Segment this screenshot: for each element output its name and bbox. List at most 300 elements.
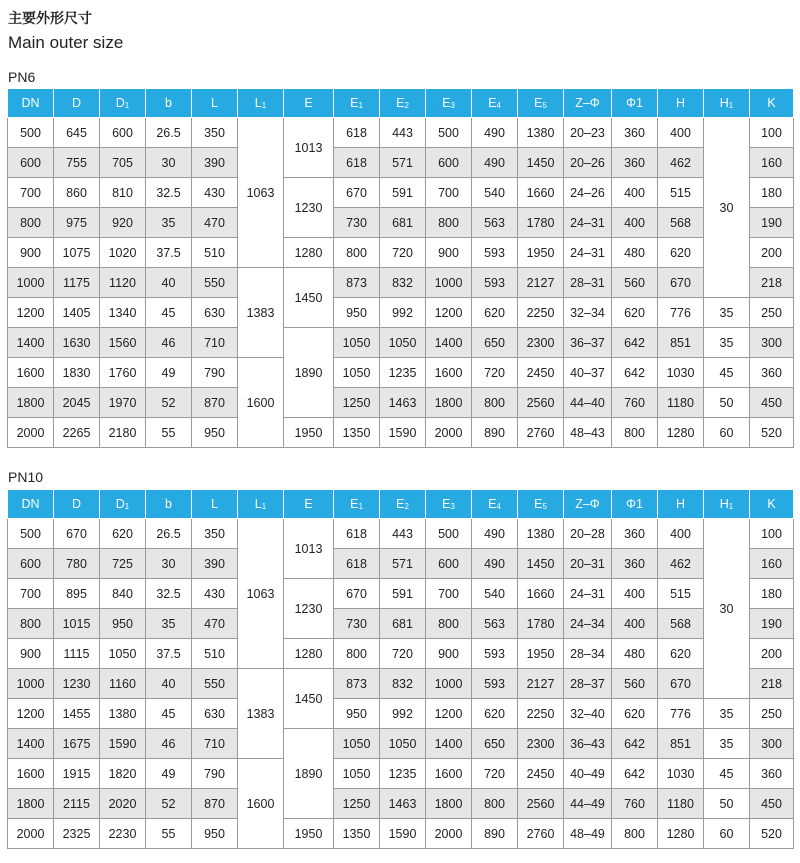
cell-k: 160: [750, 549, 794, 579]
cell-dn: 1600: [8, 759, 54, 789]
cell-z-phi: 48–49: [564, 819, 612, 849]
cell-e1: 1050: [334, 759, 380, 789]
cell-k: 218: [750, 669, 794, 699]
cell-e3: 600: [426, 549, 472, 579]
cell-h1: 60: [704, 819, 750, 849]
cell-dn: 700: [8, 178, 54, 208]
cell-e4: 593: [472, 268, 518, 298]
cell-d1: 810: [100, 178, 146, 208]
header-subscript: 1: [728, 502, 734, 511]
cell-z-phi: 44–40: [564, 388, 612, 418]
cell-h: 462: [658, 148, 704, 178]
header-subscript: 3: [450, 101, 455, 110]
cell-e5: 1780: [518, 609, 564, 639]
pn6-label: PN6: [8, 69, 36, 85]
cell-e: 1890: [284, 729, 334, 819]
cell-h: 776: [658, 699, 704, 729]
cell-e5: 2760: [518, 418, 564, 448]
cell-d: 860: [54, 178, 100, 208]
cell-l1: 1063: [238, 118, 284, 268]
cell-e3: 1400: [426, 328, 472, 358]
cell-e2: 1463: [380, 388, 426, 418]
header-l: [192, 89, 238, 118]
cell-e2: 832: [380, 669, 426, 699]
cell-d1: 1340: [100, 298, 146, 328]
header-label: D: [115, 96, 125, 110]
cell-e1: 618: [334, 148, 380, 178]
cell-phi1: 800: [612, 418, 658, 448]
cell-h: 1030: [658, 358, 704, 388]
cell-e2: 571: [380, 549, 426, 579]
cell-e5: 2127: [518, 669, 564, 699]
header-subscript: 3: [450, 502, 455, 511]
cell-h1: 45: [704, 759, 750, 789]
cell-b: 52: [146, 789, 192, 819]
header-k: [750, 490, 794, 519]
cell-d1: 1020: [100, 238, 146, 268]
header-e2: [380, 490, 426, 519]
cell-l1: 1383: [238, 669, 284, 759]
cell-h: 400: [658, 118, 704, 148]
cell-d: 2115: [54, 789, 100, 819]
cell-dn: 1000: [8, 268, 54, 298]
cell-l: 950: [192, 819, 238, 849]
cell-d1: 1970: [100, 388, 146, 418]
cell-e1: 1250: [334, 388, 380, 418]
cell-e5: 2250: [518, 699, 564, 729]
header-label: b: [165, 497, 172, 511]
cell-h: 515: [658, 579, 704, 609]
header-subscript: 2: [404, 502, 409, 511]
cell-z-phi: 32–40: [564, 699, 612, 729]
cell-l: 630: [192, 699, 238, 729]
cell-d: 1675: [54, 729, 100, 759]
cell-l: 350: [192, 519, 238, 549]
cell-d: 2325: [54, 819, 100, 849]
table-row: [8, 328, 794, 358]
header-l: [192, 490, 238, 519]
cell-phi1: 400: [612, 579, 658, 609]
cell-d: 1115: [54, 639, 100, 669]
table-row: [8, 238, 794, 268]
cell-l: 790: [192, 759, 238, 789]
cell-z-phi: 28–37: [564, 669, 612, 699]
cell-e4: 593: [472, 238, 518, 268]
cell-e5: 2450: [518, 358, 564, 388]
cell-e3: 1000: [426, 268, 472, 298]
cell-z-phi: 48–43: [564, 418, 612, 448]
cell-l: 390: [192, 148, 238, 178]
cell-e5: 1780: [518, 208, 564, 238]
cell-e: 1230: [284, 579, 334, 639]
title-chinese: 主要外形尺寸: [8, 10, 92, 26]
cell-e3: 800: [426, 609, 472, 639]
cell-e4: 620: [472, 699, 518, 729]
cell-d1: 2230: [100, 819, 146, 849]
cell-e1: 730: [334, 609, 380, 639]
table-row: [8, 639, 794, 669]
cell-e: 1450: [284, 669, 334, 729]
header-phi1: [612, 490, 658, 519]
cell-dn: 600: [8, 148, 54, 178]
header-label: DN: [21, 96, 40, 110]
cell-k: 190: [750, 609, 794, 639]
cell-b: 26.5: [146, 118, 192, 148]
pn6-table: [7, 88, 794, 448]
cell-l1: 1600: [238, 358, 284, 448]
table-row: [8, 609, 794, 639]
cell-l1: 1600: [238, 759, 284, 849]
cell-e3: 500: [426, 118, 472, 148]
cell-e5: 2450: [518, 759, 564, 789]
header-subscript: 1: [261, 502, 267, 511]
cell-e2: 1235: [380, 759, 426, 789]
cell-b: 52: [146, 388, 192, 418]
cell-e1: 873: [334, 669, 380, 699]
header-label: L: [254, 96, 262, 110]
cell-e: 1280: [284, 639, 334, 669]
cell-h: 620: [658, 238, 704, 268]
cell-e2: 591: [380, 579, 426, 609]
cell-e1: 730: [334, 208, 380, 238]
cell-dn: 700: [8, 579, 54, 609]
cell-e1: 1350: [334, 418, 380, 448]
cell-dn: 900: [8, 639, 54, 669]
cell-d1: 1120: [100, 268, 146, 298]
cell-phi1: 642: [612, 358, 658, 388]
table-row: [8, 208, 794, 238]
cell-d1: 620: [100, 519, 146, 549]
cell-e1: 1050: [334, 729, 380, 759]
cell-h: 1280: [658, 819, 704, 849]
cell-e: 1280: [284, 238, 334, 268]
cell-h1: 50: [704, 789, 750, 819]
header-label: E: [396, 497, 405, 511]
cell-e3: 500: [426, 519, 472, 549]
cell-e5: 2300: [518, 729, 564, 759]
cell-e3: 800: [426, 208, 472, 238]
table-row: [8, 729, 794, 759]
cell-b: 40: [146, 268, 192, 298]
cell-dn: 2000: [8, 819, 54, 849]
header-label: L: [211, 96, 218, 110]
cell-e4: 593: [472, 669, 518, 699]
cell-d: 1405: [54, 298, 100, 328]
cell-dn: 500: [8, 118, 54, 148]
cell-b: 35: [146, 609, 192, 639]
cell-e4: 563: [472, 208, 518, 238]
cell-d: 1230: [54, 669, 100, 699]
cell-z-phi: 36–37: [564, 328, 612, 358]
cell-k: 190: [750, 208, 794, 238]
cell-dn: 900: [8, 238, 54, 268]
cell-e5: 2760: [518, 819, 564, 849]
cell-h1: 45: [704, 358, 750, 388]
header-subscript: 1: [124, 101, 130, 110]
cell-dn: 1200: [8, 699, 54, 729]
header-e4: [472, 89, 518, 118]
cell-b: 30: [146, 549, 192, 579]
cell-l: 550: [192, 268, 238, 298]
cell-e2: 1050: [380, 729, 426, 759]
cell-d: 2045: [54, 388, 100, 418]
cell-phi1: 480: [612, 238, 658, 268]
cell-l: 510: [192, 639, 238, 669]
header-subscript: 1: [358, 101, 363, 110]
cell-dn: 1800: [8, 789, 54, 819]
header-label: L: [211, 497, 218, 511]
cell-k: 100: [750, 519, 794, 549]
table-row: [8, 519, 794, 549]
cell-phi1: 400: [612, 178, 658, 208]
cell-dn: 600: [8, 549, 54, 579]
title-english: Main outer size: [8, 33, 124, 52]
header-row: [8, 490, 794, 519]
cell-e2: 1590: [380, 418, 426, 448]
cell-h: 400: [658, 519, 704, 549]
cell-d1: 725: [100, 549, 146, 579]
header-d: [54, 89, 100, 118]
cell-z-phi: 24–26: [564, 178, 612, 208]
header-dn: [8, 490, 54, 519]
cell-e2: 1050: [380, 328, 426, 358]
cell-phi1: 760: [612, 789, 658, 819]
cell-e3: 1400: [426, 729, 472, 759]
cell-e2: 720: [380, 238, 426, 268]
header-phi1: [612, 89, 658, 118]
cell-e4: 720: [472, 358, 518, 388]
cell-e: 1950: [284, 819, 334, 849]
cell-h: 515: [658, 178, 704, 208]
cell-d: 755: [54, 148, 100, 178]
cell-h: 568: [658, 609, 704, 639]
cell-e3: 1200: [426, 699, 472, 729]
pn10-label: PN10: [8, 469, 44, 485]
cell-dn: 800: [8, 609, 54, 639]
cell-e3: 2000: [426, 418, 472, 448]
cell-e2: 591: [380, 178, 426, 208]
cell-h: 670: [658, 268, 704, 298]
table-row: [8, 298, 794, 328]
cell-e3: 600: [426, 148, 472, 178]
header-e5: [518, 89, 564, 118]
cell-h: 670: [658, 669, 704, 699]
cell-e1: 800: [334, 238, 380, 268]
header-h1: [704, 89, 750, 118]
cell-e4: 540: [472, 178, 518, 208]
cell-z-phi: 24–34: [564, 609, 612, 639]
cell-k: 100: [750, 118, 794, 148]
table-body: [8, 118, 794, 448]
cell-e5: 1380: [518, 118, 564, 148]
cell-b: 32.5: [146, 178, 192, 208]
cell-k: 250: [750, 699, 794, 729]
header-e5: [518, 490, 564, 519]
cell-z-phi: 20–31: [564, 549, 612, 579]
cell-b: 37.5: [146, 238, 192, 268]
cell-e2: 443: [380, 519, 426, 549]
header-label: D: [71, 96, 82, 110]
cell-e4: 800: [472, 789, 518, 819]
cell-l: 710: [192, 328, 238, 358]
header-subscript: 5: [542, 101, 547, 110]
cell-k: 160: [750, 148, 794, 178]
cell-b: 30: [146, 148, 192, 178]
cell-h: 1030: [658, 759, 704, 789]
cell-e1: 800: [334, 639, 380, 669]
cell-b: 46: [146, 729, 192, 759]
cell-e2: 681: [380, 208, 426, 238]
cell-e4: 490: [472, 549, 518, 579]
cell-k: 250: [750, 298, 794, 328]
header-label: Z–Φ: [575, 96, 600, 110]
cell-d1: 1380: [100, 699, 146, 729]
cell-k: 200: [750, 238, 794, 268]
cell-h1: 60: [704, 418, 750, 448]
cell-phi1: 642: [612, 729, 658, 759]
cell-d1: 2020: [100, 789, 146, 819]
cell-k: 180: [750, 579, 794, 609]
cell-b: 32.5: [146, 579, 192, 609]
cell-d: 1015: [54, 609, 100, 639]
header-label: K: [767, 96, 776, 110]
cell-l: 390: [192, 549, 238, 579]
cell-k: 450: [750, 789, 794, 819]
cell-e1: 670: [334, 579, 380, 609]
cell-e1: 1050: [334, 358, 380, 388]
header-e: [284, 490, 334, 519]
header-h1: [704, 490, 750, 519]
cell-z-phi: 32–34: [564, 298, 612, 328]
cell-h: 1180: [658, 789, 704, 819]
cell-k: 180: [750, 178, 794, 208]
cell-k: 218: [750, 268, 794, 298]
header-z-phi: [564, 89, 612, 118]
cell-phi1: 642: [612, 328, 658, 358]
header-k: [750, 89, 794, 118]
cell-e3: 1800: [426, 789, 472, 819]
cell-d: 975: [54, 208, 100, 238]
table-row: [8, 669, 794, 699]
cell-h: 620: [658, 639, 704, 669]
cell-b: 40: [146, 669, 192, 699]
table-row: [8, 178, 794, 208]
header-label: H: [719, 96, 729, 110]
cell-h: 1180: [658, 388, 704, 418]
header-label: D: [71, 497, 82, 511]
header-label: E: [396, 96, 405, 110]
cell-e5: 1950: [518, 639, 564, 669]
header-e3: [426, 89, 472, 118]
cell-b: 55: [146, 418, 192, 448]
cell-d1: 1560: [100, 328, 146, 358]
header-label: E: [304, 497, 313, 511]
header-dn: [8, 89, 54, 118]
header-label: b: [165, 96, 172, 110]
cell-z-phi: 40–37: [564, 358, 612, 388]
cell-b: 26.5: [146, 519, 192, 549]
header-e3: [426, 490, 472, 519]
cell-l: 630: [192, 298, 238, 328]
header-label: H: [675, 497, 686, 511]
cell-e2: 832: [380, 268, 426, 298]
cell-e3: 1000: [426, 669, 472, 699]
cell-e5: 1950: [518, 238, 564, 268]
cell-dn: 1400: [8, 729, 54, 759]
cell-d: 1630: [54, 328, 100, 358]
cell-l: 510: [192, 238, 238, 268]
cell-e5: 1380: [518, 519, 564, 549]
cell-e4: 593: [472, 639, 518, 669]
cell-d: 1830: [54, 358, 100, 388]
header-h: [658, 490, 704, 519]
header-e: [284, 89, 334, 118]
cell-k: 360: [750, 759, 794, 789]
cell-e1: 950: [334, 298, 380, 328]
cell-b: 45: [146, 298, 192, 328]
cell-e4: 490: [472, 148, 518, 178]
header-e1: [334, 490, 380, 519]
cell-d1: 950: [100, 609, 146, 639]
header-label: Z–Φ: [575, 497, 600, 511]
cell-e3: 1200: [426, 298, 472, 328]
header-label: E: [488, 96, 497, 110]
cell-e1: 873: [334, 268, 380, 298]
header-d1: [100, 89, 146, 118]
cell-phi1: 360: [612, 118, 658, 148]
cell-d: 895: [54, 579, 100, 609]
cell-h1: 35: [704, 729, 750, 759]
cell-e3: 900: [426, 639, 472, 669]
cell-z-phi: 44–49: [564, 789, 612, 819]
cell-l: 470: [192, 208, 238, 238]
cell-d: 1455: [54, 699, 100, 729]
cell-e4: 720: [472, 759, 518, 789]
cell-h1: 35: [704, 699, 750, 729]
cell-e4: 650: [472, 328, 518, 358]
cell-phi1: 400: [612, 208, 658, 238]
cell-l: 710: [192, 729, 238, 759]
table-row: [8, 148, 794, 178]
cell-h: 462: [658, 549, 704, 579]
cell-phi1: 760: [612, 388, 658, 418]
cell-e: 1450: [284, 268, 334, 328]
cell-phi1: 800: [612, 819, 658, 849]
cell-l: 430: [192, 178, 238, 208]
cell-b: 35: [146, 208, 192, 238]
cell-e2: 681: [380, 609, 426, 639]
cell-e3: 700: [426, 178, 472, 208]
cell-e5: 1660: [518, 579, 564, 609]
cell-e4: 800: [472, 388, 518, 418]
cell-dn: 1400: [8, 328, 54, 358]
cell-z-phi: 28–34: [564, 639, 612, 669]
cell-e3: 900: [426, 238, 472, 268]
cell-d: 1075: [54, 238, 100, 268]
cell-k: 450: [750, 388, 794, 418]
cell-h1: 50: [704, 388, 750, 418]
cell-l: 430: [192, 579, 238, 609]
cell-d1: 600: [100, 118, 146, 148]
cell-e2: 992: [380, 298, 426, 328]
cell-h1: 35: [704, 328, 750, 358]
cell-dn: 1600: [8, 358, 54, 388]
cell-e: 1230: [284, 178, 334, 238]
cell-z-phi: 40–49: [564, 759, 612, 789]
cell-e5: 2560: [518, 388, 564, 418]
header-label: E: [534, 96, 543, 110]
cell-e2: 1590: [380, 819, 426, 849]
